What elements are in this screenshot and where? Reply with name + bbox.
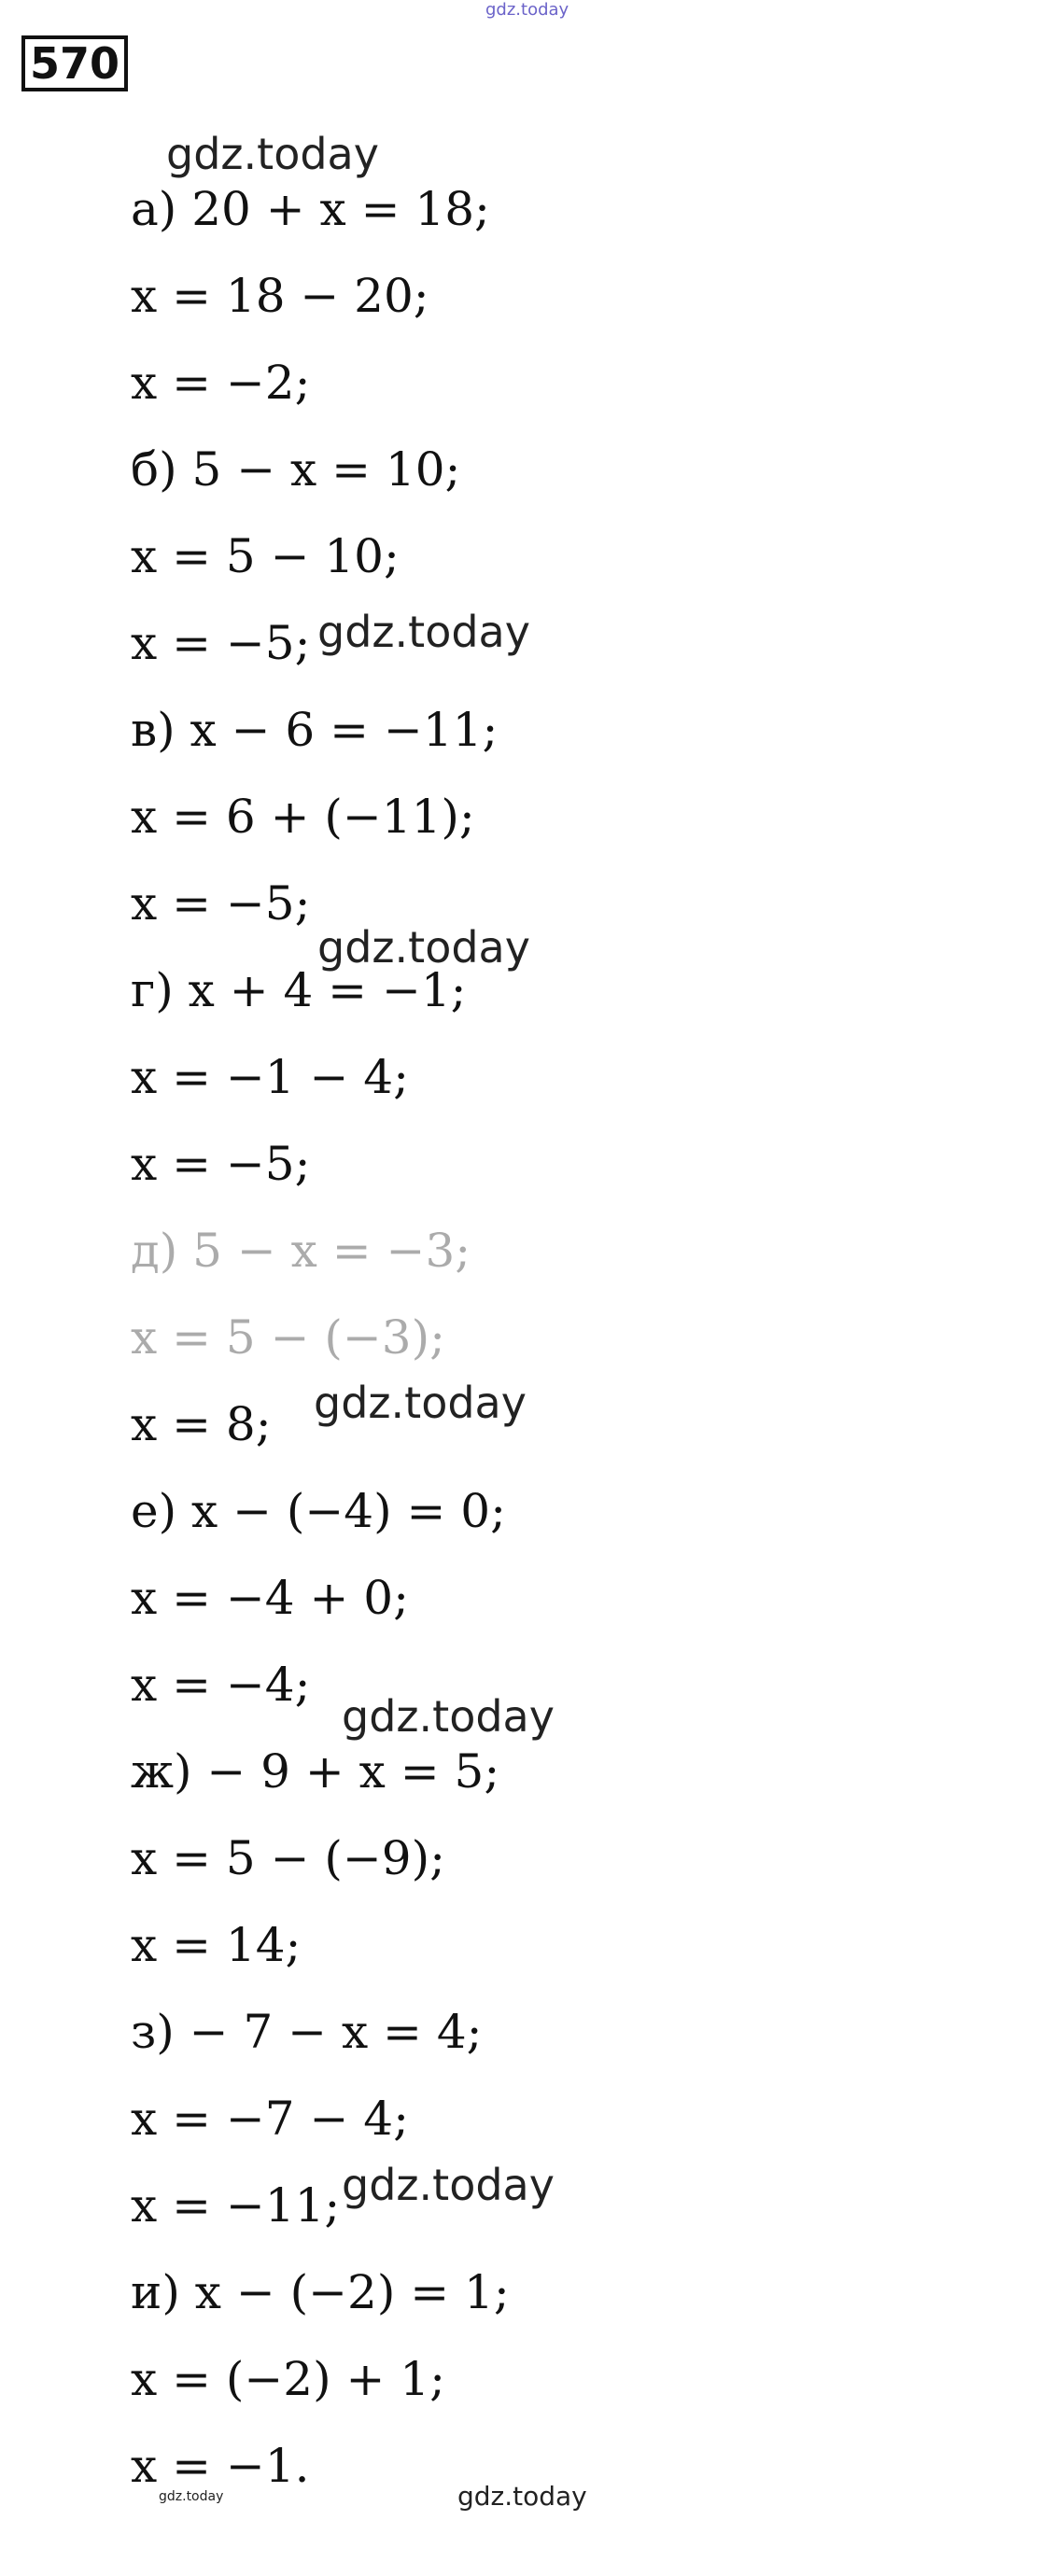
watermark: gdz.today bbox=[342, 1691, 555, 1742]
solution-line: а) 20 + x = 18; bbox=[131, 182, 490, 236]
solution-line: x = −2; bbox=[131, 356, 311, 410]
solution-line: в) x − 6 = −11; bbox=[131, 703, 499, 757]
task-number-badge: 570 bbox=[21, 35, 128, 91]
watermark: gdz.today bbox=[342, 2160, 555, 2210]
solution-line: x = 14; bbox=[131, 1918, 302, 1972]
solution-line: x = 8; bbox=[131, 1397, 272, 1451]
watermark: gdz.today bbox=[166, 129, 379, 179]
solution-line: x = −5; bbox=[131, 1137, 311, 1191]
watermark: gdz.today bbox=[317, 607, 530, 657]
solution-line: x = −1. bbox=[131, 2439, 310, 2493]
top-watermark: gdz.today bbox=[485, 0, 569, 20]
solution-line: x = −4; bbox=[131, 1658, 311, 1712]
solution-line: x = −1 − 4; bbox=[131, 1050, 409, 1104]
solution-line: з) − 7 − x = 4; bbox=[131, 2005, 483, 2059]
solution-line: ж) − 9 + x = 5; bbox=[131, 1744, 500, 1799]
solution-line: и) x − (−2) = 1; bbox=[131, 2265, 510, 2319]
solution-line: x = −5; bbox=[131, 616, 311, 670]
solution-line: x = −4 + 0; bbox=[131, 1571, 409, 1625]
solution-line: x = 18 − 20; bbox=[131, 269, 429, 323]
watermark: gdz.today bbox=[317, 922, 530, 973]
solution-line: x = 5 − 10; bbox=[131, 529, 400, 583]
solution-line: г) x + 4 = −1; bbox=[131, 963, 467, 1017]
solution-line: x = 5 − (−3); bbox=[131, 1310, 445, 1365]
solution-line: x = 5 − (−9); bbox=[131, 1831, 445, 1885]
solution-line: е) x − (−4) = 0; bbox=[131, 1484, 506, 1538]
solution-line: x = −11; bbox=[131, 2178, 341, 2233]
solution-line: б) 5 − x = 10; bbox=[131, 442, 461, 497]
solution-line: x = (−2) + 1; bbox=[131, 2352, 445, 2406]
solution-line: x = −7 − 4; bbox=[131, 2092, 409, 2146]
watermark: gdz.today bbox=[314, 1378, 527, 1428]
solution-line: x = 6 + (−11); bbox=[131, 790, 475, 844]
solution-line: x = −5; bbox=[131, 876, 311, 931]
solution-line: д) 5 − x = −3; bbox=[131, 1224, 471, 1278]
watermark: gdz.today bbox=[457, 2481, 587, 2512]
watermark: gdz.today bbox=[159, 2489, 224, 2504]
